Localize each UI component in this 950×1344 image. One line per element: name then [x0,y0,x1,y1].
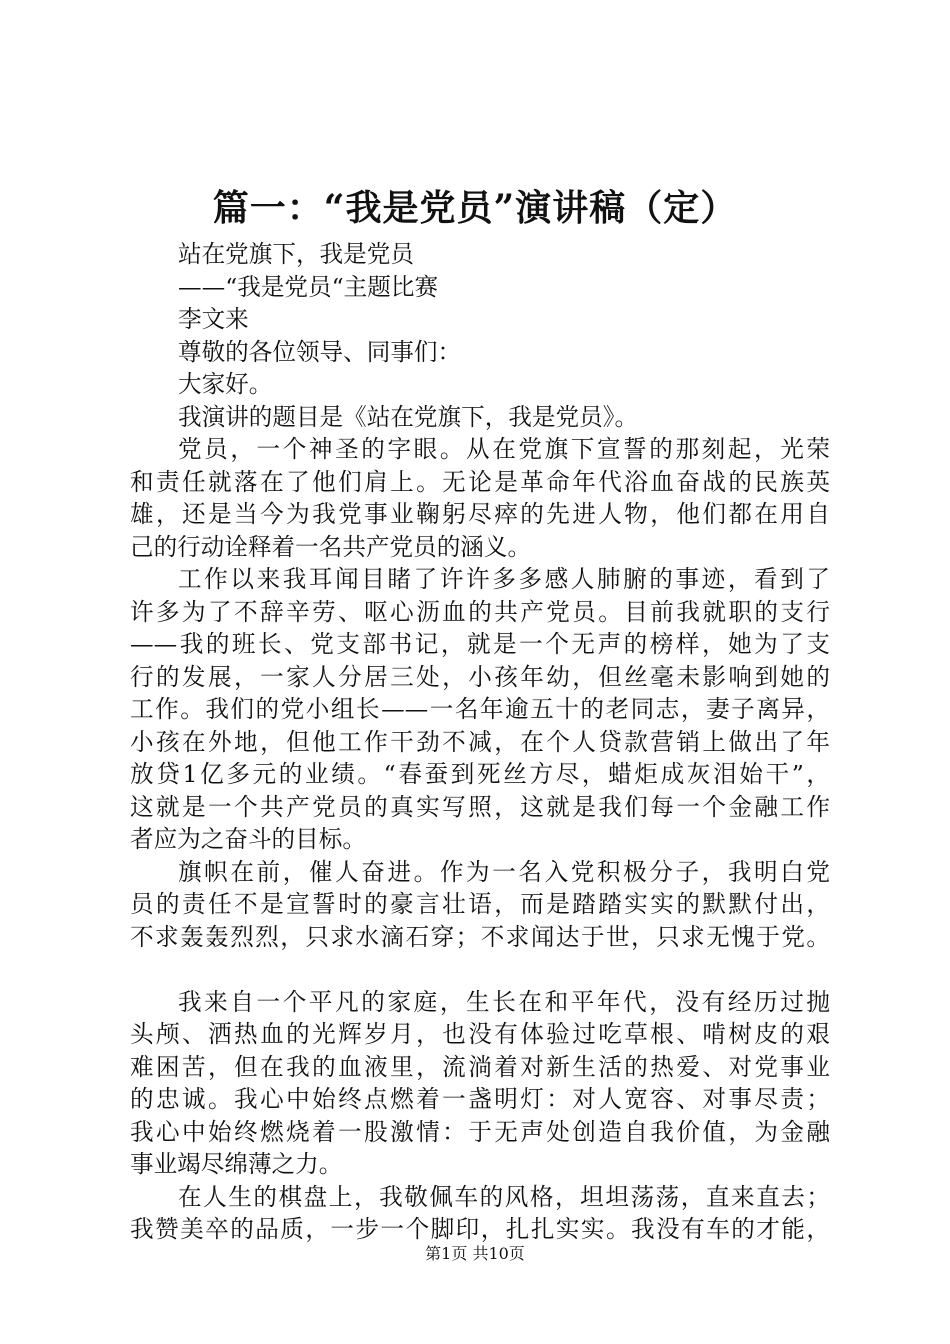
paragraph-line: 行的发展，一家人分居三处，小孩年幼，但丝毫未影响到她的 [130,662,830,691]
paragraph-line: 许多为了不辞辛劳、呕心沥血的共产党员。目前我就职的支行 [130,597,830,626]
paragraph-line: 工作。我们的党小组长——一名年逾五十的老同志，妻子离异， [130,695,830,723]
speech-subheading: ——“我是党员“主题比赛 [178,272,439,301]
page-number-footer: 第1页 共10页 [425,1244,525,1263]
paragraph-line: 这就是一个共产党员的真实写照，这就是我们每一个金融工作 [130,792,830,821]
paragraph-line: 事业竭尽绵薄之力。 [130,1150,343,1178]
document-title: 篇一：“我是党员”演讲稿（定） [212,187,738,229]
speech-topic: 我演讲的题目是《站在党旗下，我是党员》。 [178,402,639,431]
speech-heading: 站在党旗下，我是党员 [178,240,414,268]
paragraph-line: 的忠诚。我心中始终点燃着一盏明灯：对人宽容、对事尽责； [130,1085,830,1113]
paragraph-line: 己的行动诠释着一名共产党员的涵义。 [130,532,532,561]
paragraph-line: 旗帜在前，催人奋进。作为一名入党积极分子，我明白党 [178,857,830,886]
paragraph-gap [130,953,830,986]
paragraph-line: 工作以来我耳闻目睹了许许多多感人肺腑的事迹，看到了 [178,565,830,593]
document-body [130,238,830,1246]
paragraph-line: 小孩在外地，但他工作干劲不减，在个人贷款营销上做出了年 [130,727,830,756]
paragraph-line: 在人生的棋盘上，我敬佩车的风格，坦坦荡荡，直来直去； [178,1182,830,1211]
speaker-name: 李文来 [178,305,249,333]
paragraph-line: ——我的班长、党支部书记，就是一个无声的榜样，她为了支 [130,630,830,658]
paragraph-line: 我赞美卒的品质，一步一个脚印，扎扎实实。我没有车的才能， [130,1215,830,1243]
paragraph-line: 放贷1亿多元的业绩。“春蚕到死丝方尽，蜡炬成灰泪始干”， [130,760,830,788]
paragraph-line: 党员，一个神圣的字眼。从在党旗下宣誓的那刻起，光荣 [178,435,830,463]
paragraph-line: 和责任就落在了他们肩上。无论是革命年代浴血奋战的民族英 [130,467,830,496]
greeting: 大家好。 [178,370,273,398]
paragraph-line: 不求轰轰烈烈，只求水滴石穿；不求闻达于世，只求无愧于党。 [130,922,830,951]
paragraph-line: 雄，还是当今为我党事业鞠躬尽瘁的先进人物，他们都在用自 [130,500,830,528]
paragraph-line: 头颅、洒热血的光辉岁月，也没有体验过吃草根、啃树皮的艰 [130,1020,830,1048]
salutation: 尊敬的各位领导、同事们： [178,337,462,366]
paragraph-line: 员的责任不是宣誓时的豪言壮语，而是踏踏实实的默默付出， [130,890,830,918]
paragraph-line: 难困苦，但在我的血液里，流淌着对新生活的热爱、对党事业 [130,1052,830,1081]
paragraph-line: 我来自一个平凡的家庭，生长在和平年代，没有经历过抛 [178,987,830,1016]
paragraph-line: 者应为之奋斗的目标。 [130,825,366,853]
paragraph-line: 我心中始终燃烧着一股激情：于无声处创造自我价值，为金融 [130,1117,830,1146]
